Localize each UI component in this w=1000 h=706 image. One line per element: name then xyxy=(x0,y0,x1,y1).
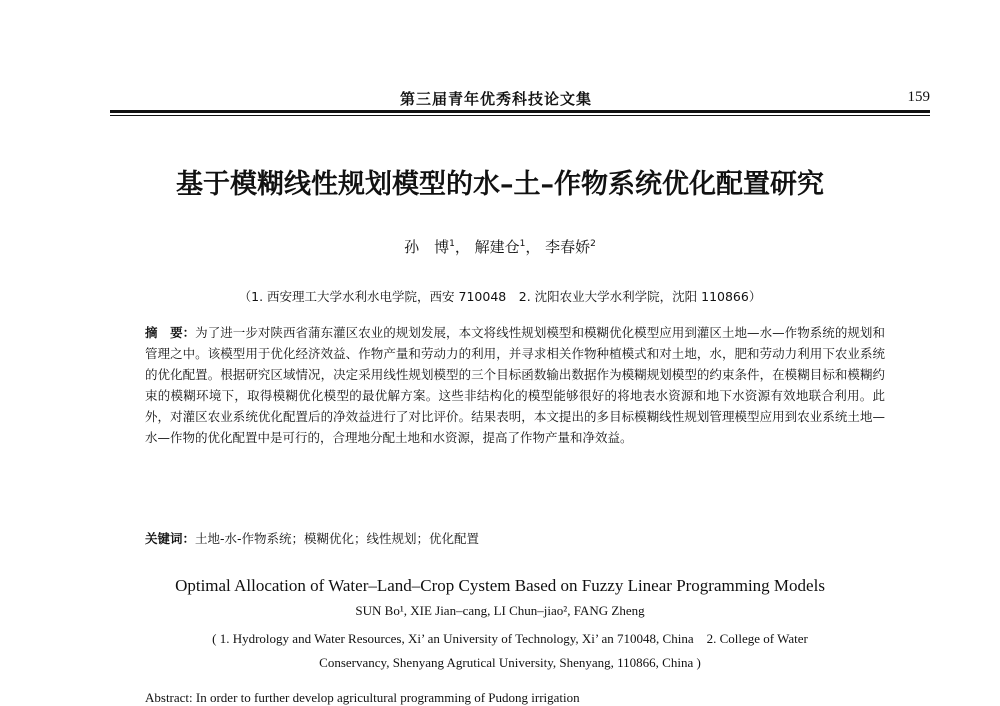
page-number: 159 xyxy=(907,89,930,105)
author-list: 孙 博$^1$， 解建仓$^1$， 李春娇$^2$ xyxy=(404,238,596,256)
keywords-label: 关键词： xyxy=(145,531,196,546)
header-rule-thick xyxy=(110,110,930,113)
keywords-block xyxy=(145,529,885,547)
author-affil-mark: 1 xyxy=(519,239,526,249)
header-rule-thin xyxy=(110,115,930,116)
running-header xyxy=(110,86,930,108)
affiliation: （1. 西安理工大学水利水电学院，西安 710048 2. 沈阳农业大学水利学院，沈阳 110866） xyxy=(238,289,762,304)
author-name: 解建仓 xyxy=(474,238,520,256)
author-name: 李春娇 xyxy=(545,238,591,256)
author-affil-mark: 2 xyxy=(590,239,596,249)
english-affiliation-line: Conservancy, Shenyang Agrutical University, Shenyang, 110866, China ) xyxy=(319,655,701,670)
abstract-text: 为了进一步对陕西省蒲东灌区农业的规划发展，本文将线性规划模型和模糊优化模型应用到灌区土地—水—作物系统的规划和管理之中。该模型用于优化经济效益、作物产量和劳动力的利用，并寻求相关作物种植模式和对土地，水，肥和劳动力利用下农业系统的优化配置。根据研究区域情况，决定采用线性规划模型的三个目标函数输出数据作为模糊规划模型的约束条件，在模糊目标和模糊约束的模糊环境下，取得模糊优化模型的最优解方案。这些非结构化的模型能够很好的将地表水资源和地下水资源有效地联合利用。此外，对灌区农业系统优化配置后的净效益进行了对比评价。结果表明，本文提出的多目标模糊线性规划管理模型应用到农业系统土地—水—作物的优化配置中是可行的，合理地分配土地和水资源，提高了作物产量和净效益。 xyxy=(145,325,885,445)
paper-title: 基于模糊线性规划模型的水–土–作物系统优化配置研究 xyxy=(176,169,824,200)
english-affiliation xyxy=(150,627,870,675)
english-affiliation-line: ( 1. Hydrology and Water Resources, Xi’ an University of Technology, Xi’ an 710048, China 2. College of Water xyxy=(212,631,808,646)
keywords-text: 土地-水-作物系统；模糊优化；线性规划；优化配置 xyxy=(195,531,480,546)
abstract-label: 摘 要： xyxy=(145,325,196,340)
english-authors: SUN Bo¹, XIE Jian–cang, LI Chun–jiao², FANG Zheng xyxy=(355,603,645,618)
abstract-block xyxy=(145,322,885,448)
journal-title: 第三届青年优秀科技论文集 xyxy=(400,90,593,108)
english-title: Optimal Allocation of Water–Land–Crop Cystem Based on Fuzzy Linear Programming Models xyxy=(175,576,825,595)
english-abstract-fragment: Abstract: In order to further develop agricultural programming of Pudong irrigation xyxy=(145,690,580,705)
author-affil-mark: 1 xyxy=(449,239,455,249)
author-name: 孙 博 xyxy=(404,238,450,256)
